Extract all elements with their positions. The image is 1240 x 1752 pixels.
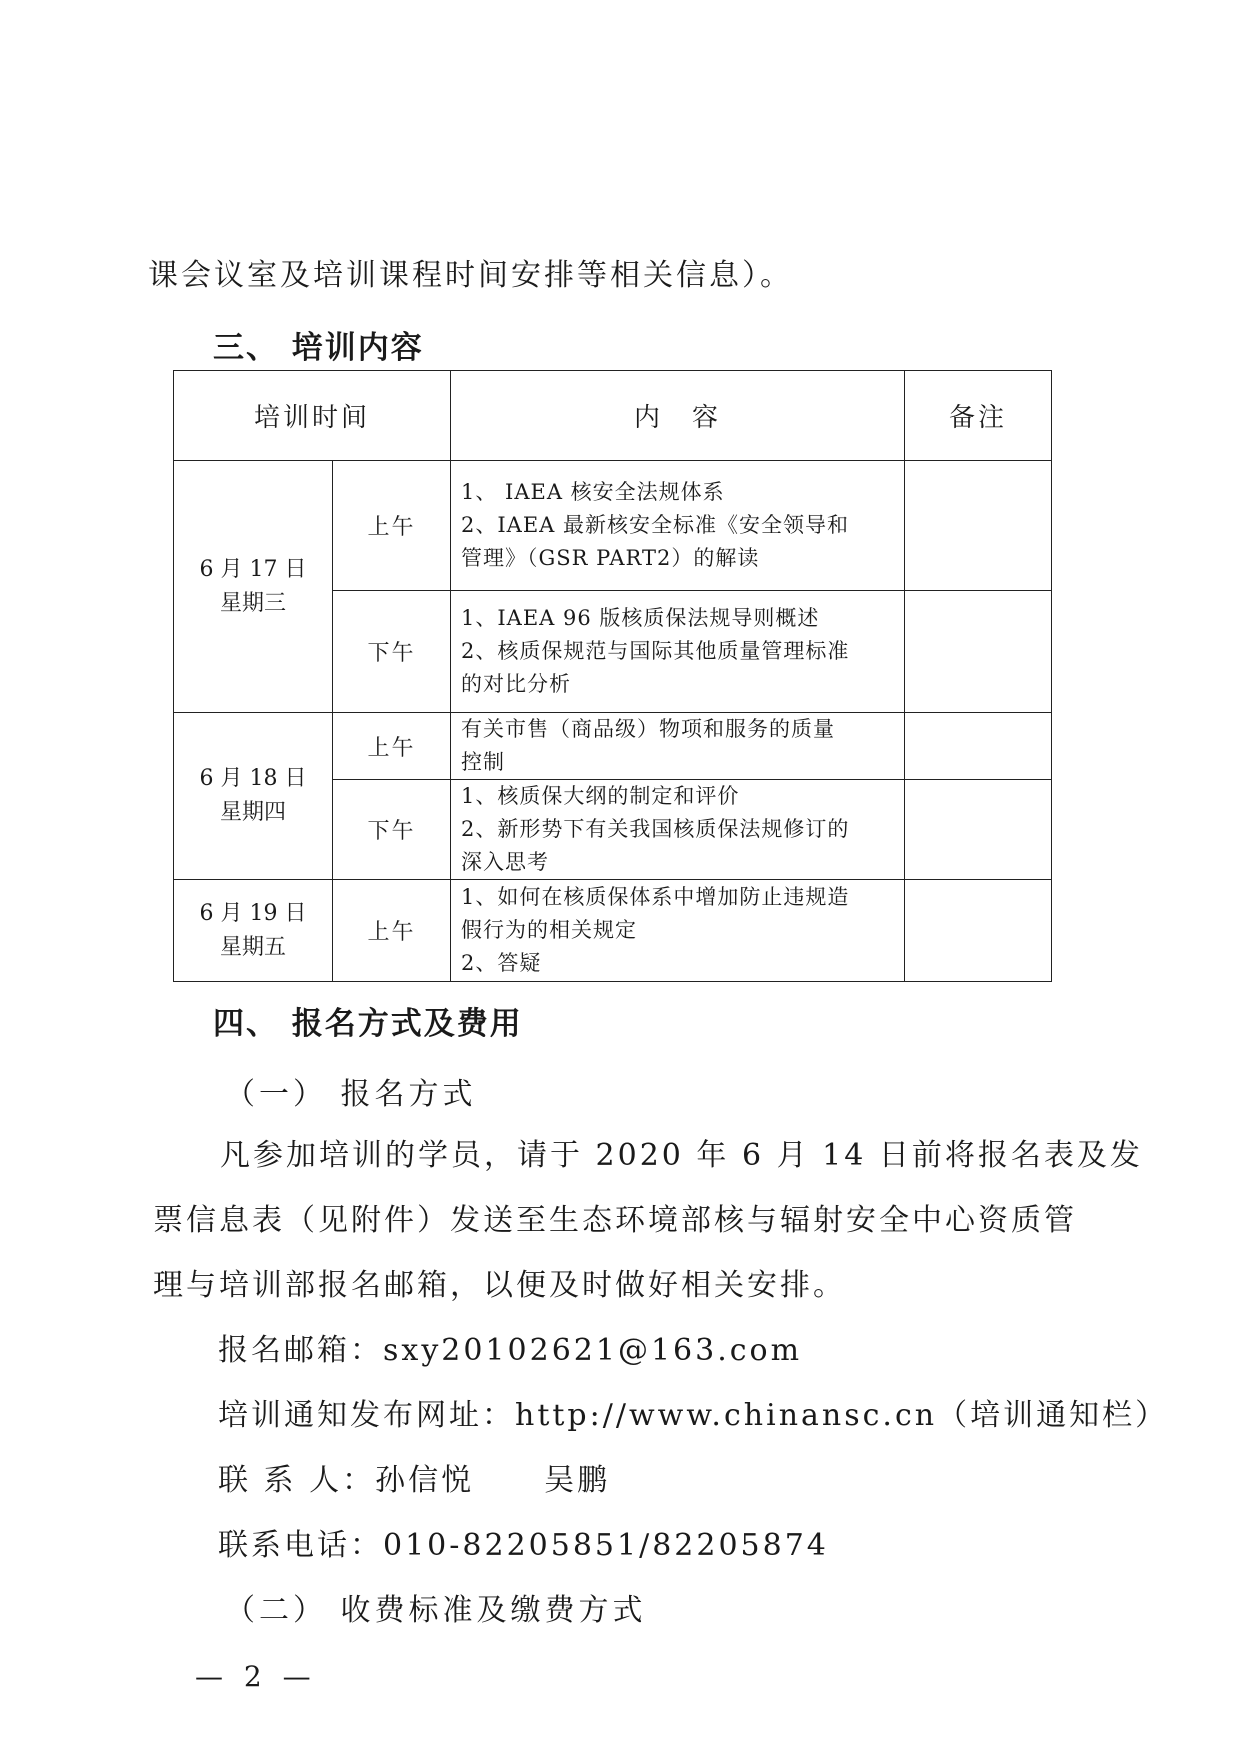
subsection-2-heading: （二） 收费标准及缴费方式	[225, 1593, 647, 1628]
table-row	[174, 880, 1052, 982]
contact-name: 吴鹏	[544, 1463, 611, 1498]
day-date: 6 月 19 日	[199, 900, 307, 926]
note-cell	[905, 461, 1052, 591]
slot-label: 上午	[333, 461, 451, 591]
contact-name: 孙信悦	[375, 1463, 475, 1498]
header-note: 备注	[905, 371, 1052, 461]
day-weekday: 星期三	[219, 590, 286, 616]
day-cell	[174, 461, 333, 713]
content-line: 有关市售（商品级）物项和服务的质量	[461, 717, 836, 741]
note-cell	[905, 780, 1052, 880]
content-line: 2、答疑	[461, 951, 542, 975]
content-line: 1、核质保大纲的制定和评价	[461, 784, 740, 808]
content-line: 深入思考	[461, 850, 550, 874]
subsection-1-heading: （一） 报名方式	[225, 1077, 477, 1112]
note-cell	[905, 880, 1052, 982]
content-line: 1、 IAEA 核安全法规体系	[461, 480, 725, 504]
slot-content	[451, 780, 905, 880]
section-4-heading: 四、 报名方式及费用	[213, 1006, 523, 1042]
content-line: 1、如何在核质保体系中增加防止违规造	[461, 885, 850, 909]
contact-label: 联 系 人：	[218, 1463, 376, 1498]
slot-content	[451, 880, 905, 982]
day-weekday: 星期四	[219, 800, 286, 825]
day-date: 6 月 18 日	[199, 766, 307, 791]
day-date: 6 月 17 日	[199, 556, 307, 582]
header-content: 内 容	[451, 371, 905, 461]
section-3-heading: 三、 培训内容	[213, 330, 424, 366]
contact-line	[218, 1455, 610, 1499]
contact-phone: 联系电话：010-82205851/82205874	[218, 1528, 829, 1563]
registration-paragraph-line: 票信息表（见附件）发送至生态环境部核与辐射安全中心资质管	[153, 1203, 1077, 1238]
content-line: 假行为的相关规定	[461, 918, 638, 942]
content-line: 管理》（GSR PART2）的解读	[461, 546, 760, 570]
content-line: 的对比分析	[461, 672, 572, 696]
content-line: 1、IAEA 96 版核质保法规导则概述	[461, 606, 820, 630]
content-line: 2、核质保规范与国际其他质量管理标准	[461, 639, 850, 663]
header-training-time: 培训时间	[174, 371, 451, 461]
slot-content	[451, 713, 905, 780]
table-header-row	[174, 371, 1052, 461]
slot-label: 上午	[333, 880, 451, 982]
day-cell	[174, 880, 333, 982]
training-schedule-table	[173, 370, 1052, 982]
notice-website: 培训通知发布网址：http://www.chinansc.cn（培训通知栏）	[218, 1398, 1169, 1433]
day-cell	[174, 713, 333, 880]
registration-email: 报名邮箱：sxy20102621@163.com	[218, 1333, 803, 1368]
table-row	[174, 713, 1052, 780]
content-line: 2、新形势下有关我国核质保法规修订的	[461, 817, 850, 841]
note-cell	[905, 591, 1052, 713]
day-weekday: 星期五	[219, 934, 286, 960]
note-cell	[905, 713, 1052, 780]
content-line: 控制	[461, 750, 506, 774]
table-row	[174, 461, 1052, 591]
slot-content	[451, 461, 905, 591]
continuation-text: 课会议室及培训课程时间安排等相关信息）。	[148, 258, 793, 293]
content-line: 2、IAEA 最新核安全标准《安全领导和	[461, 513, 850, 537]
slot-label: 下午	[333, 591, 451, 713]
slot-label: 下午	[333, 780, 451, 880]
registration-paragraph-line: 凡参加培训的学员，请于 2020 年 6 月 14 日前将报名表及发	[220, 1138, 1143, 1173]
registration-paragraph-line: 理与培训部报名邮箱，以便及时做好相关安排。	[153, 1268, 846, 1303]
slot-content	[451, 591, 905, 713]
slot-label: 上午	[333, 713, 451, 780]
page-number: — 2 —	[195, 1660, 317, 1693]
